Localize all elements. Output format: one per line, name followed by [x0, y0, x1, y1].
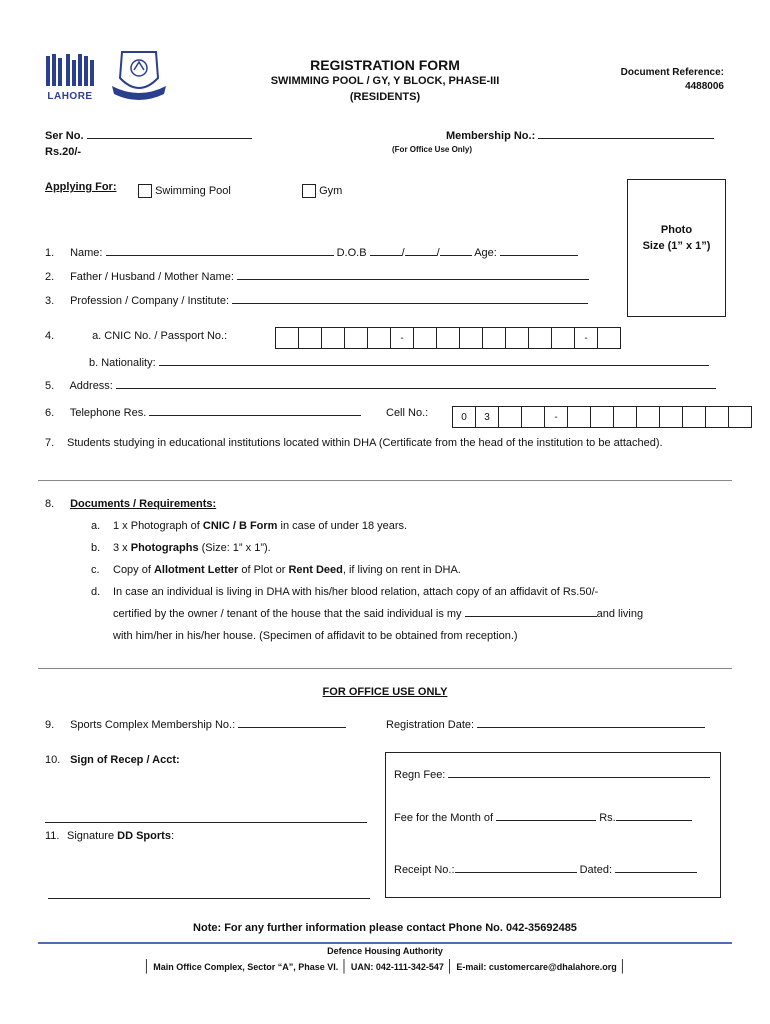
swimming-pool-option[interactable]: [138, 184, 231, 198]
name-field[interactable]: [106, 255, 334, 256]
sports-badge-icon: [108, 48, 170, 106]
footer-sep: │: [446, 959, 454, 973]
field-number: 7.: [45, 437, 55, 449]
field-number: 3.: [45, 295, 55, 307]
footer-contact: [0, 959, 770, 973]
sports-membership-field[interactable]: [238, 727, 346, 728]
doc-text: 1 x Photograph of: [113, 520, 203, 532]
field-number: 11.: [45, 830, 60, 842]
nationality-field[interactable]: [159, 365, 709, 366]
signature-label: :: [170, 830, 174, 842]
cnic-box[interactable]: [598, 328, 620, 348]
nationality-label: b. Nationality:: [89, 357, 156, 369]
form-subtitle-residents: (RESIDENTS): [349, 91, 421, 103]
cnic-separator: -: [391, 328, 414, 348]
cnic-box[interactable]: [460, 328, 483, 348]
footer-org: Defence Housing Authority: [327, 946, 443, 956]
cell-label: Cell No.:: [386, 407, 429, 419]
form-title: REGISTRATION FORM: [310, 57, 460, 73]
sports-membership-label: Sports Complex Membership No.:: [70, 719, 236, 731]
field-telephone-row: [45, 407, 361, 419]
form-subtitle: SWIMMING POOL / GY, Y BLOCK, PHASE-III: [270, 75, 500, 87]
receipt-field[interactable]: [455, 872, 577, 873]
age-field[interactable]: [500, 255, 578, 256]
doc-item-d: [91, 586, 598, 598]
cell-box[interactable]: [637, 407, 660, 427]
field-students-row: [45, 436, 725, 451]
cell-box[interactable]: [522, 407, 545, 427]
field-sign-recep-row: [45, 754, 180, 766]
dated-field[interactable]: [615, 872, 697, 873]
cnic-grid[interactable]: [275, 327, 621, 349]
cnic-box[interactable]: [276, 328, 299, 348]
doc-text: In case an individual is living in DHA with his/her blood relation, attach copy of an affidavit of Rs.50/-: [113, 586, 599, 598]
profession-label: Profession / Company / Institute:: [70, 295, 230, 307]
dob-slash: /: [401, 247, 405, 259]
address-label: Address:: [69, 380, 113, 392]
logo-lahore-text: LAHORE: [47, 91, 93, 102]
membership-text: Membership No.:: [446, 130, 536, 142]
receipt-label: Receipt No.:: [394, 864, 455, 876]
telephone-field[interactable]: [149, 415, 361, 416]
field-number: 1.: [45, 247, 55, 259]
office-fees-box: [385, 752, 721, 898]
rs-label: Rs.20/-: [45, 146, 82, 158]
gym-label: Gym: [319, 184, 343, 197]
doc-letter: c.: [91, 564, 100, 576]
dha-logo: [44, 52, 96, 104]
relation-field[interactable]: [465, 616, 597, 617]
footer-email[interactable]: E-mail: customercare@dhalahore.org: [456, 962, 617, 972]
cell-separator: -: [545, 407, 568, 427]
field-address-row: [45, 380, 716, 392]
cell-box[interactable]: [614, 407, 637, 427]
dob-label: D.O.B: [336, 247, 367, 259]
footer-sep: │: [619, 959, 627, 973]
name-label: Name:: [70, 247, 103, 259]
doc-item-d-line2: [113, 608, 643, 620]
doc-text-bold: Photographs: [130, 542, 199, 554]
parent-name-field[interactable]: [237, 279, 589, 280]
cell-box[interactable]: [729, 407, 751, 427]
doc-item-c: [91, 564, 461, 576]
footer-sep: │: [143, 959, 151, 973]
dob-month-field[interactable]: [405, 255, 437, 256]
membership-field[interactable]: [538, 138, 714, 139]
cell-digit: 0: [453, 407, 476, 427]
doc-text: certified by the owner / tenant of the house that the said individual is my: [113, 608, 462, 620]
divider: [38, 480, 732, 481]
swimming-pool-checkbox[interactable]: [138, 184, 152, 198]
doc-text: Copy of: [113, 564, 154, 576]
age-label: Age:: [474, 247, 497, 259]
field-sports-membership-row: [45, 719, 346, 731]
doc-text: , if living on rent in DHA.: [342, 564, 461, 576]
divider: [38, 668, 732, 669]
cnic-box[interactable]: [529, 328, 552, 348]
cnic-box[interactable]: [345, 328, 368, 348]
footer-address: Main Office Complex, Sector “A”, Phase VI.: [153, 962, 339, 972]
regn-fee-row: [394, 769, 710, 781]
cell-box[interactable]: [706, 407, 729, 427]
footer-divider: [38, 942, 732, 944]
cell-box[interactable]: [591, 407, 614, 427]
dha-logo-icon: [44, 52, 96, 88]
cell-grid[interactable]: [452, 406, 752, 428]
field-profession-row: [45, 295, 588, 307]
fee-amount-field[interactable]: [616, 820, 692, 821]
sign-recep-label: Sign of Recep / Acct:: [70, 754, 180, 766]
ser-no-field[interactable]: [87, 138, 252, 139]
cnic-label: a. CNIC No. / Passport No.:: [92, 330, 228, 342]
ser-no-label: [45, 130, 252, 142]
doc-ref-label: Document Reference:: [620, 67, 724, 78]
office-use-note: (For Office Use Only): [392, 145, 473, 154]
field-number: 4.: [45, 330, 55, 342]
field-signature-dd-row: [45, 830, 174, 842]
doc-text: in case of under 18 years.: [277, 520, 408, 532]
field-parent-row: [45, 271, 589, 283]
rs-label: Rs.: [599, 812, 616, 824]
fee-month-field[interactable]: [496, 820, 596, 821]
cnic-box[interactable]: [437, 328, 460, 348]
address-field[interactable]: [116, 388, 716, 389]
cell-box[interactable]: [568, 407, 591, 427]
dated-label: Dated:: [579, 864, 613, 876]
doc-letter: d.: [91, 586, 101, 598]
photo-size-label: Size (1” x 1”): [642, 240, 711, 252]
field-number: 6.: [45, 407, 55, 419]
gym-checkbox[interactable]: [302, 184, 316, 198]
cell-box[interactable]: [660, 407, 683, 427]
ser-no-text: Ser No.: [45, 130, 84, 142]
dob-day-field[interactable]: [370, 255, 402, 256]
receipt-row: [394, 864, 697, 876]
swimming-pool-label: Swimming Pool: [155, 184, 231, 197]
doc-text: (Size: 1” x 1”).: [198, 542, 271, 554]
cnic-box[interactable]: [552, 328, 575, 348]
cell-digit: 3: [476, 407, 499, 427]
contact-note: Note: For any further information please contact Phone No. 042-35692485: [193, 922, 577, 934]
footer-sep: │: [340, 959, 349, 973]
fee-month-row: [394, 812, 692, 824]
office-use-heading: FOR OFFICE USE ONLY: [322, 686, 448, 698]
telephone-label: Telephone Res.: [69, 407, 147, 419]
doc-text: 3 x: [113, 542, 131, 554]
field-number: 9.: [45, 719, 55, 731]
footer-uan: UAN: 042-111-342-547: [350, 962, 444, 972]
cell-box[interactable]: [499, 407, 522, 427]
sports-branch-logo: [108, 48, 170, 106]
cell-box[interactable]: [683, 407, 706, 427]
field-number: 2.: [45, 271, 55, 283]
dob-year-field[interactable]: [440, 255, 472, 256]
doc-ref-value: 4488006: [685, 81, 724, 92]
regn-fee-field[interactable]: [448, 777, 710, 778]
sign-recep-line[interactable]: [45, 822, 367, 823]
gym-option[interactable]: [302, 184, 342, 198]
parent-name-label: Father / Husband / Mother Name:: [70, 271, 234, 283]
doc-item-d-line3: with him/her in his/her house. (Specimen of affidavit to be obtained from reception.): [113, 630, 518, 642]
doc-letter: a.: [91, 520, 101, 532]
field-name-row: [45, 247, 578, 259]
signature-label-bold: DD Sports: [117, 830, 171, 842]
doc-item-a: [91, 520, 407, 532]
cnic-box[interactable]: [322, 328, 345, 348]
dob-slash: /: [436, 247, 440, 259]
field-number: 5.: [45, 380, 55, 392]
doc-text: and living: [596, 608, 644, 620]
field-cnic-row: [45, 330, 227, 342]
photo-label: Photo: [660, 224, 693, 236]
cnic-box[interactable]: [414, 328, 437, 348]
signature-label: Signature: [67, 830, 118, 842]
cnic-box[interactable]: [299, 328, 322, 348]
doc-text: of Plot or: [238, 564, 289, 576]
profession-field[interactable]: [232, 303, 588, 304]
photo-box[interactable]: [627, 179, 726, 317]
cnic-separator: -: [575, 328, 598, 348]
doc-item-b: [91, 542, 271, 554]
cnic-box[interactable]: [483, 328, 506, 348]
cnic-box[interactable]: [368, 328, 391, 348]
signature-dd-line[interactable]: [48, 898, 370, 899]
applying-for-label: Applying For:: [45, 181, 117, 193]
regn-fee-label: Regn Fee:: [394, 769, 446, 781]
field-number: 8.: [45, 498, 55, 510]
field-nationality-row: [89, 357, 709, 369]
registration-date-row: [386, 719, 705, 731]
registration-date-label: Registration Date:: [386, 719, 475, 731]
fee-month-label: Fee for the Month of: [394, 812, 494, 824]
doc-text-bold: Rent Deed: [288, 564, 343, 576]
field-number: 10.: [45, 754, 61, 766]
registration-date-field[interactable]: [477, 727, 705, 728]
documents-heading-row: [45, 498, 216, 510]
students-note: Students studying in educational institutions located within DHA (Certificate from the head of the institution to be attached).: [67, 437, 663, 449]
doc-text-bold: Allotment Letter: [153, 564, 239, 576]
cnic-box[interactable]: [506, 328, 529, 348]
doc-text-bold: CNIC / B Form: [202, 520, 278, 532]
doc-letter: b.: [91, 542, 101, 554]
membership-label: [446, 130, 714, 142]
documents-heading: Documents / Requirements:: [70, 498, 217, 510]
